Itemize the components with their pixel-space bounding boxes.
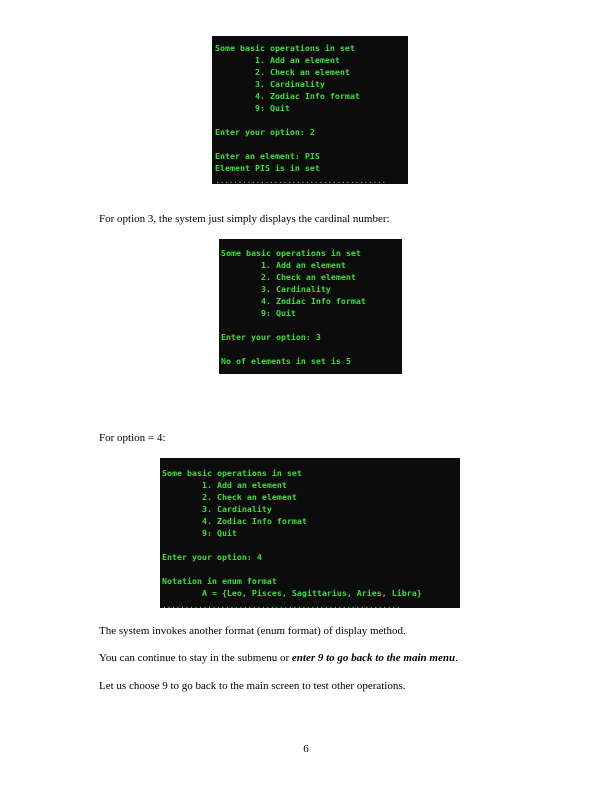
terminal-line: 3. Cardinality (162, 504, 272, 514)
terminal-line: 3. Cardinality (221, 284, 331, 294)
terminal-line: 4. Zodiac Info format (221, 296, 366, 306)
terminal-line: A = {Leo, Pisces, Sagittarius, Aries, Libra} (162, 588, 422, 598)
terminal-line: Some basic operations in set (221, 248, 361, 258)
terminal-line: Some basic operations in set (162, 468, 302, 478)
paragraph-submenu (99, 651, 458, 665)
terminal-line: Enter your option: 3 (221, 332, 321, 342)
terminal-line: 2. Check an element (221, 272, 356, 282)
paragraph-submenu-text: You can continue to stay in the submenu or (99, 652, 292, 664)
terminal-line (215, 138, 408, 150)
terminal-screenshot-option-3 (219, 239, 402, 374)
terminal-screenshot-option-2 (212, 36, 408, 184)
terminal-line (162, 563, 460, 575)
paragraph-choose-9: Let us choose 9 to go back to the main screen to test other operations. (99, 680, 406, 692)
terminal-line: Enter your option: 2 (215, 127, 315, 137)
terminal-line: No of elements in set is 5 (221, 356, 351, 366)
terminal-line: 4. Zodiac Info format (215, 91, 360, 101)
terminal-line (162, 539, 460, 551)
terminal-dotted-line: ..................................................... (162, 600, 401, 608)
paragraph-option-3: For option 3, the system just simply displays the cardinal number: (99, 213, 390, 225)
page-number: 6 (303, 743, 309, 755)
terminal-line: Element PIS is in set (215, 163, 320, 173)
terminal-line: 9: Quit (162, 528, 237, 538)
terminal-line: Notation in enum format (162, 576, 277, 586)
paragraph-enum-format: The system invokes another format (enum format) of display method. (99, 625, 406, 637)
terminal-line: 1. Add an element (162, 480, 287, 490)
terminal-line: 3. Cardinality (215, 79, 325, 89)
paragraph-submenu-period: . (455, 652, 458, 664)
terminal-line: Some basic operations in set (215, 43, 355, 53)
terminal-line: 1. Add an element (221, 260, 346, 270)
terminal-line: 4. Zodiac Info format (162, 516, 307, 526)
terminal-line (221, 343, 402, 355)
terminal-line: 9: Quit (215, 103, 290, 113)
terminal-line (221, 319, 402, 331)
terminal-screenshot-option-4 (160, 458, 460, 608)
terminal-line (215, 114, 408, 126)
terminal-line: 2. Check an element (215, 67, 350, 77)
paragraph-submenu-emphasis: enter 9 to go back to the main menu (291, 652, 456, 664)
terminal-dotted-line: ...................................... (215, 175, 386, 184)
terminal-line: Enter an element: PIS (215, 151, 320, 161)
terminal-line: 1. Add an element (215, 55, 340, 65)
terminal-line: Enter your option: 4 (162, 552, 262, 562)
terminal-line: 9: Quit (221, 308, 296, 318)
terminal-line: 2. Check an element (162, 492, 297, 502)
paragraph-option-4: For option = 4: (99, 432, 166, 444)
